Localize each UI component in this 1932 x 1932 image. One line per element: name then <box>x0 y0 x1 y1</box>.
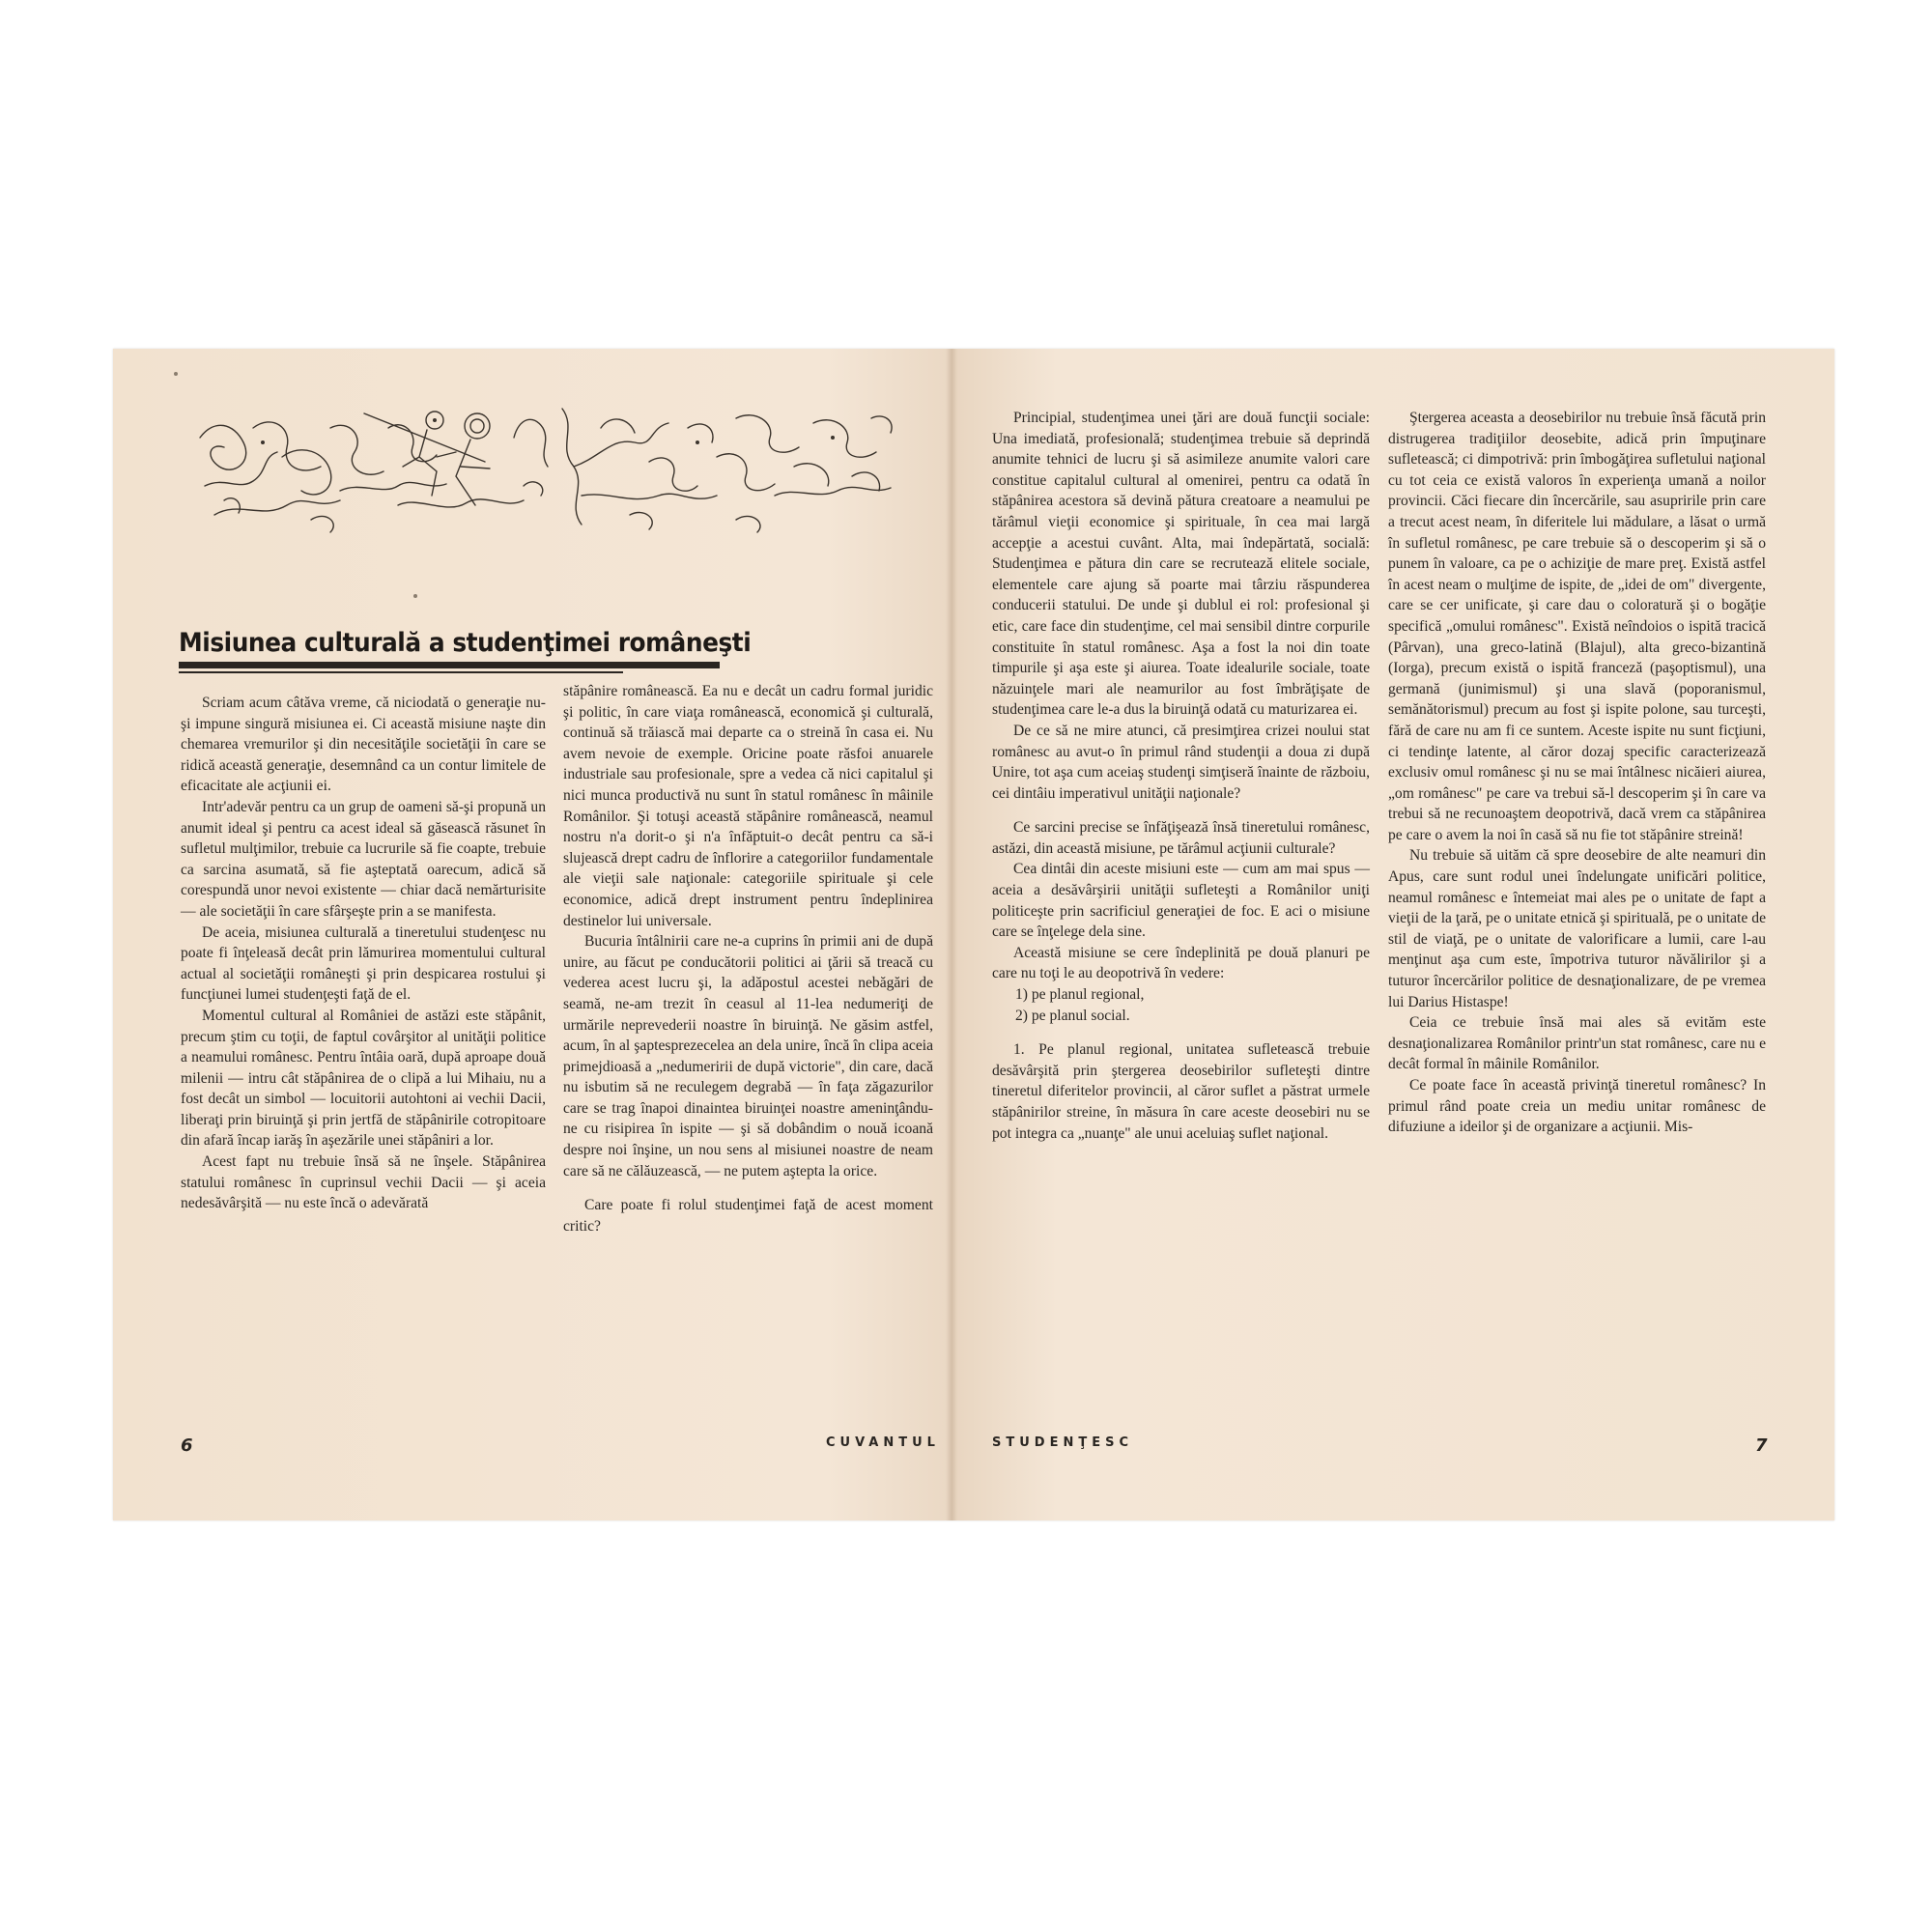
gutter <box>946 349 957 1520</box>
title-rule-thin <box>179 671 623 673</box>
paragraph: Scriam acum câtăva vreme, că niciodată o generaţie nu-şi impune singură misiunea ei. Ci această misiune naşte din chemarea vremurilor şi din necesităţile societăţii în care se ridică această generaţie, desemnând ca un contur limitele de eficacitate ale acţiunii ei. <box>181 695 546 795</box>
page-number-left: 6 <box>181 1435 193 1456</box>
text-column-4 <box>1388 408 1766 1138</box>
paragraph: Ce sarcini precise se înfăţişează însă tineretului românesc, astăzi, din această misiune, pe tărâmul acţiunii culturale? <box>992 819 1370 857</box>
paragraph: Acest fapt nu trebuie însă să ne înşele. Stăpânirea statului românesc în cuprinsul vechii Dacii — şi aceia nedesăvârşită — nu este încă o adevărată <box>181 1153 546 1212</box>
paragraph: Această misiune se cere îndeplinită pe două planuri pe care nu toţi le au deopotrivă în vedere: <box>992 944 1370 982</box>
left-page <box>113 349 952 1520</box>
paragraph: Principial, studenţimea unei ţări are două funcţii sociale: Una imediată, profesională; studenţimea trebuie să deprindă anumite tehnici de lucru şi să asimileze anumite valori care constitue capitalul cultural al omenirei, pentru ca odată în stăpânirea acestora să devină pătura creatoare a neamului pe tărâmul vieţii economice şi spirituale, în cea mai largă accepţie a acestui cuvânt. Alta, mai îndepărtată, socială: Studenţimea e pătura din care se recrutează elitele sociale, elementele care ajung să poarte mai târziu răspunderea conducerii statului. De unde şi dublul ei rol: profesional şi etic, care face din studenţime, cel mai sensibil dintre corpurile constituite în statul românesc. Aşa a fost la noi din toate timpurile şi aşa este şi aiurea. Toate idealurile sociale, toate năzuinţele mari ale neamurilor au fost îmbrăţişate de studenţimea care le-a dus la biruinţă odată cu maturizarea ei. <box>992 410 1370 719</box>
article-headline <box>179 628 758 673</box>
decorative-illustration <box>195 399 905 534</box>
paragraph: Cea dintâi din aceste misiuni este — cum am mai spus — aceia a desăvârşirii unităţii sufleteşti a Românilor uniţi politiceşte prin sacrificiul generaţiei de foc. E aci o misiune care se înţelege dela sine. <box>992 861 1370 941</box>
speck <box>174 372 178 376</box>
paragraph: Ce poate face în această privinţă tineretul românesc? In primul rând poate creia un mediu unitar românesc de difuziune a ideilor şi de organizare a acţiunii. Mis- <box>1388 1077 1766 1136</box>
paragraph: Nu trebuie să uităm că spre deosebire de alte neamuri din Apus, care sunt rodul unei îndelungate unificări politice, neamul românesc e întemeiat mai ales pe o unitate de fapt a vieţii de la ţară, pe o unitate etnică şi spirituală, pe o unitate de stil de viaţă, pe o unitate de valorificare a lumii, care l-au menţinut aşa cum este, împotriva tuturor năvălirilor şi a tuturor încercărilor politice de desnaţionalizare, de pe vremea lui Darius Histaspe! <box>1388 847 1766 1010</box>
title-rule <box>179 662 720 668</box>
running-head-right: STUDENŢESC <box>992 1435 1133 1450</box>
text-column-2 <box>563 681 933 1236</box>
paragraph: Intr'adevăr pentru ca un grup de oameni să-şi propună un anumit ideal şi pentru ca acest ideal să găsească răsunet în sufletul mulţimilor, trebuie ca lucrurile să fie coapte, trebuie ca sarcina asumată, să fie aşteptată oarecum, adică să corespundă unor nevoi existente — chiar dacă nemărturisite — ale societăţii în care sfârşeşte prin a se manifesta. <box>181 798 546 920</box>
paragraph: Care poate fi rolul studenţimei faţă de acest moment critic? <box>563 1197 933 1235</box>
list-item: 1) pe planul regional, <box>1015 986 1145 1004</box>
running-head-left: CUVANTUL <box>826 1435 940 1450</box>
speck <box>413 594 417 598</box>
paragraph: De ce să ne mire atunci, că presimţirea crizei noului stat românesc au avut-o în primul rând studenţii a doua zi după Unire, tot aşa cum aceiaş studenţi simţiseră înainte de războiu, cei dintâiu imperativul unităţii naţionale? <box>992 722 1370 802</box>
magazine-spread <box>113 349 1834 1520</box>
paragraph: Momentul cultural al României de astăzi este stăpânit, precum ştim cu toţii, de faptul covârşitor al unităţii politice a neamului românesc. Pentru întâia oară, după aproape două milenii — intru cât stăpânirea de o clipă a lui Mihaiu, nu a fost decât un simbol — locuitorii autohtoni ai vechii Dacii, liberaţi prin biruinţă şi prin jertfă de stăpânirile cotropitoare din afară încap iarăş în aşezările unei stăpâniri a lor. <box>181 1007 546 1150</box>
paragraph: stăpânire românească. Ea nu e decât un cadru formal juridic şi politic, în care viaţa românească, economică şi culturală, continuă să trăiască mai departe ca o streină în casa ei. Nu avem nevoie de exemple. Oricine poate răsfoi anuarele industriale sau profesionale, spre a vedea că nici capitalul şi nici munca productivă nu sunt în statul românesc în mâinile Românilor. Şi totuşi această stăpânire românească, neamul nostru n'a dorit-o şi n'a înfăptuit-o decât pentru ca să-i slujească drept cadru de înflorire a categoriilor fundamentale ale vieţii sale naţionale: categoriile spirituale şi cele economice, adică drept instrument pentru îndeplinirea destinelor lui universale. <box>563 683 933 929</box>
paragraph: De aceia, misiunea culturală a tineretului studenţesc nu poate fi înţeleasă decât prin lămurirea momentului cultural actual al societăţii româneşti şi prin despicarea rostului şi funcţiunei lumei studenţeşti faţă de el. <box>181 923 546 1004</box>
page-number-right: 7 <box>1755 1435 1768 1456</box>
list-item: 2) pe planul social. <box>1015 1007 1130 1024</box>
paragraph: Ceia ce trebuie însă mai ales să evităm este desnaţionalizarea Românilor printr'un stat românesc, care nu e decât formal în mâinile Românilor. <box>1388 1014 1766 1073</box>
paragraph: 1. Pe planul regional, unitatea sufletească trebuie desăvârşită prin ştergerea deosebirilor sufleteşti dintre tineretul diferitelor provincii, al căror suflet a păstrat urmele stăpânirilor streine, în măsura în care aceste deosebiri nu se pot integra ca „nuanţe" ale unui aceluiaş suflet naţional. <box>992 1041 1370 1142</box>
text-column-3 <box>992 408 1370 1144</box>
paragraph: Ştergerea aceasta a deosebirilor nu trebuie însă făcută prin distrugerea tradiţiilor deosebite, adică prin împuţinare sufletească; ci dimpotrivă: prin îmbogăţirea sufletului naţional cu tot ceia ce există valoros în experienţa umană a noilor provincii. Căci fiecare din încercările, sau asupririle prin care a trecut acest neam, în diferitele lui mădulare, a lăsat o urmă în sufletul românesc, pe care trebuie să o descoperim şi să o punem în valoare, ca pe o achiziţie de mare preţ. Există astfel în acest neam o mulţime de ispite, de „idei de om" divergente, care se cer unificate, şi care dau o coloratură şi o bogăţie specifică „omului românesc". Există neîndoios o ispită tracică (Pârvan), una greco-latină (Blajul), alta greco-bizantină (Iorga), precum există o ispită franceză (paşoptismul), una germană (junimismul) şi una slavă (poporanismul, semănătorismul) precum au fost şi ispite polone, sau turceşti, fără de care nu am fi ce suntem. Aceste ispite nu sunt ficţiuni, ci tendinţe latente, al căror dozaj specific caracterizează exclusiv omul românesc şi nu se mai întâlnesc nicăieri aiurea, „om românesc" pe care va trebui să-l descoperim şi în care va trebui să ne recunoaştem deopotrivă, dacă vrem ca stăpânirea pe care o avem la noi în casă să nu fie tot stăpânire streină! <box>1388 410 1766 843</box>
article-title: Misiunea culturală a studenţimei româneşti <box>179 628 752 658</box>
text-column-1 <box>181 693 546 1214</box>
paragraph: Bucuria întâlnirii care ne-a cuprins în primii ani de după unire, au făcut pe conducătorii politici ai ţării să treacă cu vederea acest lucru şi, la adăpostul acestei nebăgări de seamă, ne-am trezit în ceasul al 11-lea nedumeriţi de urmările neprevederii noastre în biruinţă. Ne găsim astfel, acum, în al şaptesprezecelea an dela unire, încă în clipa aceia primejdioasă a „nedumeririi de după victorie", din care, dacă nu isbutim să ne reculegem degrabă — în faţa zăgazurilor care se trag înapoi dinaintea biruinţei noastre ameninţându-ne cu risipirea în ispite — şi să dobândim o nouă icoană despre noi înşine, un nou sens al misiunei noastre de neam care să ne călăuzească, — ne putem aştepta la orice. <box>563 933 933 1179</box>
